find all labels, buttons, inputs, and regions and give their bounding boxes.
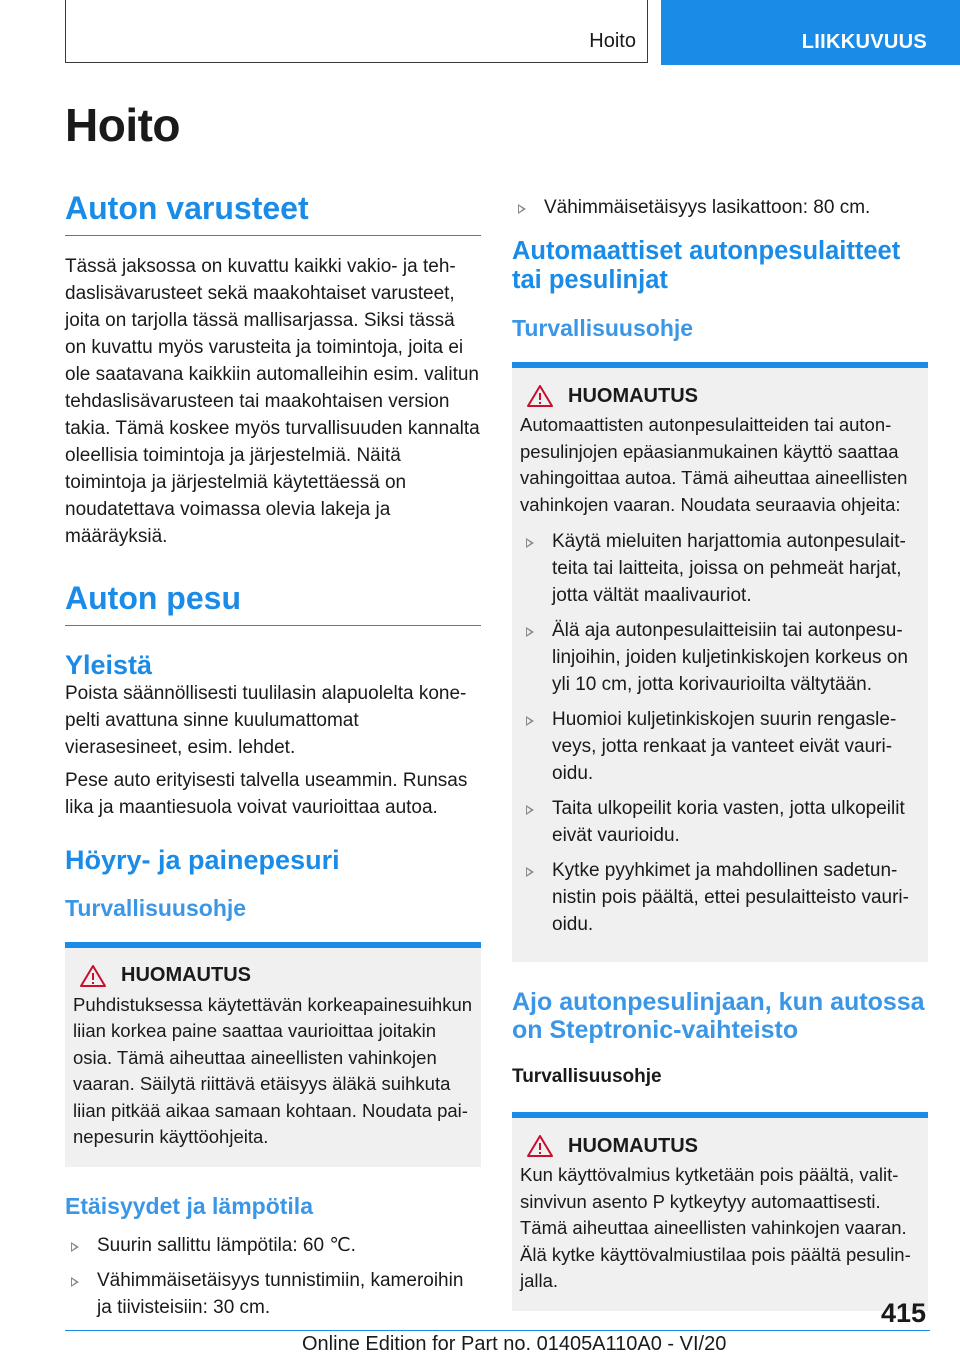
list-item: Suurin sallittu lämpötila: 60 ℃. (65, 1232, 481, 1259)
header-section-label: Hoito (589, 30, 636, 52)
right-column (512, 194, 928, 1311)
header-frame (65, 0, 648, 63)
wash-heading: Auton pesu (65, 580, 481, 626)
list-item: Älä aja autonpesulaitteisiin tai autonpesulinjoihin, joiden kuljetinkiskojen korkeus on yli 10 cm, jotta korivaurioilta vältytään. (520, 617, 920, 698)
equipment-text: Tässä jaksossa on kuvattu kaikki vakio- ja tehdaslisävarusteet sekä maakohtaiset varusteet, joita on tarjolla tässä mallisarjassa. Siksi tässä on kuvattu myös varusteita ja toimintoja, joita ei ole saatavana kaikkiin automalleihin esim. valitun tehdaslisävarusteen tai maakohtaisen version takia. Tämä koskee myös turvallisuuden kannalta oleellisia toimintoja ja järjestelmiä. Näitä toimintoja ja järjestelmiä käytettäessä on noudatettava voimassa olevia lakeja ja määräyksiä. (65, 255, 480, 547)
notice-title: HUOMAUTUS (121, 964, 251, 987)
notice-title: HUOMAUTUS (568, 1134, 698, 1157)
list-item: Käytä mieluiten harjattomia autonpesulaitteita tai laitteita, joissa on pehmeät harjat, jotta vältät maalivauriot. (520, 528, 920, 609)
automatic-safety-heading: Turvallisuusohje (512, 315, 694, 341)
list-item: Vähimmäisetäisyys lasikattoon: 80 cm. (512, 194, 928, 221)
equipment-heading: Auton varusteet (65, 190, 481, 236)
warning-icon (526, 384, 554, 408)
automatic-heading: Automaattiset autonpesulaitteet tai pesulinjat (512, 237, 901, 294)
steam-heading: Höyry- ja painepesuri (65, 844, 340, 875)
warning-icon (526, 1134, 554, 1158)
steptronic-notice (512, 1112, 928, 1311)
bullet-triangle-icon (526, 716, 534, 726)
bullet-triangle-icon (71, 1242, 79, 1252)
list-item: Vähimmäisetäisyys tunnistimiin, kameroihin ja tiivisteisiin: 30 cm. (65, 1267, 481, 1321)
footer-divider (65, 1330, 930, 1331)
general-heading: Yleistä (65, 649, 153, 680)
bullet-triangle-icon (526, 627, 534, 637)
steam-safety-heading: Turvallisuusohje (65, 894, 247, 921)
notice-header (73, 964, 473, 988)
list-item: Taita ulkopeilit koria vasten, jotta ulkopeilit eivät vaurioidu. (520, 795, 920, 849)
bullet-triangle-icon (526, 805, 534, 815)
notice-body: Puhdistuksessa käytettävän korkeapainesuihkun liian korkea paine saattaa vaurioittaa joitakin osia. Tämä aiheuttaa aineellisten vahinkojen vaaran. Säilytä riittävä etäisyys äläkä suihkuta liian pitkää aikaa samaan kohtaan. Noudata painepesurin käyttöohjeita. (73, 993, 473, 1148)
notice-list (520, 528, 920, 938)
page-title: Hoito (65, 99, 181, 151)
list-item: Huomioi kuljetinkiskojen suurin rengasleveys, jotta renkaat ja vanteet eivät vaurioidu. (520, 706, 920, 787)
warning-icon (79, 964, 107, 988)
chapter-tab[interactable]: LIIKKUVUUS (661, 0, 960, 65)
steam-notice (65, 942, 481, 1167)
distances-list (65, 1232, 481, 1321)
steptronic-safety-heading: Turvallisuusohje (512, 1066, 662, 1087)
edition-footer: Online Edition for Part no. 01405A110A0 - VI/20 (302, 1333, 727, 1355)
page-number: 415 (880, 1298, 926, 1328)
bullet-triangle-icon (526, 867, 534, 877)
notice-body: Kun käyttövalmius kytketään pois päältä, valitsinvivun asento P kytkeytyy automaattisesti. Tämä aiheuttaa aineellisten vahinkojen vaaran. Älä kytke käyttövalmiustilaa pois päältä pesulinjalla. (520, 1164, 911, 1291)
automatic-notice (512, 362, 928, 962)
continued-list (512, 194, 928, 221)
steptronic-heading: Ajo autonpesulinjaan, kun autossa on Steptronic-vaihteisto (512, 988, 925, 1044)
notice-header (520, 1134, 920, 1158)
list-item: Kytke pyyhkimet ja mahdollinen sadetunnistin pois päältä, ettei pesulaitteisto vaurioidu. (520, 857, 920, 938)
bullet-triangle-icon (518, 204, 526, 214)
notice-title: HUOMAUTUS (568, 384, 698, 407)
general-paragraph-1: Poista säännöllisesti tuulilasin alapuolelta konepelti avattuna sinne kuulumattomat vierasesineet, esim. lehdet. (65, 682, 467, 758)
notice-header (520, 384, 920, 408)
general-paragraph-2: Pese auto erityisesti talvella useammin. Runsas lika ja maantiesuola voivat vaurioittaa autoa. (65, 769, 468, 818)
notice-body: Automaattisten autonpesulaitteiden tai autonpesulinjojen epäasianmukainen käyttö saattaa vahingoittaa autoa. Tämä aiheuttaa aineellisten vahinkojen vaaran. Noudata seuraavia ohjeita: (520, 414, 908, 515)
bullet-triangle-icon (526, 538, 534, 548)
distances-heading: Etäisyydet ja lämpötila (65, 1192, 313, 1219)
left-column (65, 190, 481, 1329)
bullet-triangle-icon (71, 1277, 79, 1287)
